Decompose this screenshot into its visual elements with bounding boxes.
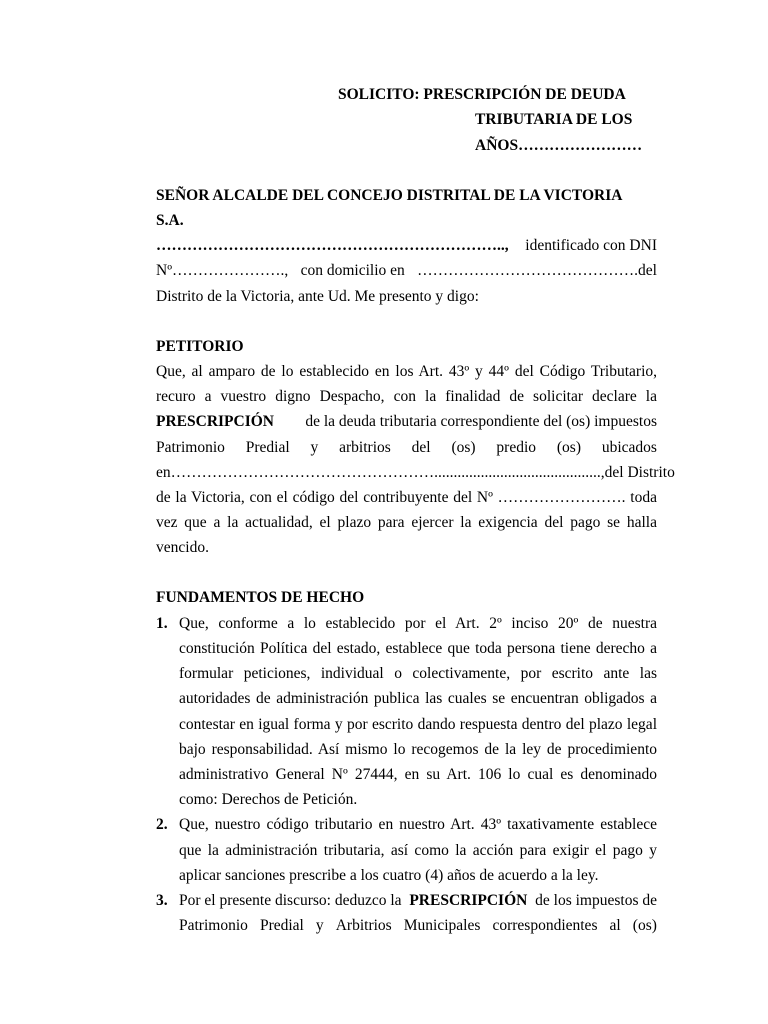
intro-line-2 (156, 262, 657, 280)
petitorio-line-5 (156, 464, 675, 482)
word: correspondientes (492, 917, 598, 934)
word: Patrimonio (179, 917, 248, 934)
word: al (609, 917, 621, 934)
petitorio-line-3 (156, 413, 657, 431)
item-1-line: administrativo General Nº 27444, en su Art. 106 lo cual es denominado (179, 766, 657, 783)
word: Predial (245, 439, 290, 456)
dni-blank: Nº…………………., (156, 262, 289, 279)
item-1-line: como: Derechos de Petición. (179, 791, 358, 808)
word: (os) (451, 439, 476, 456)
item-3-line-1-a: Por el presente discurso: deduzco la (179, 892, 402, 909)
item-2-line: aplicar sanciones prescribe a los cuatro (4) años de acuerdo a la ley. (179, 867, 599, 884)
word: (os) (632, 917, 657, 934)
item-3-line-2 (179, 917, 657, 935)
item-2-line: Que, nuestro código tributario en nuestro Art. 43º taxativamente establece (179, 816, 657, 833)
word: y (315, 917, 324, 934)
solicito-line-1: SOLICITO: PRESCRIPCIÓN DE DEUDA (338, 86, 626, 103)
petitorio-line-3-rest: de la deuda tributaria correspondiente del (os) impuestos (305, 413, 657, 430)
petitorio-line-1: Que, al amparo de lo establecido en los Art. 43º y 44º del Código Tributario, (156, 363, 657, 380)
item-1-line: autoridades de administración publica las cuales se encuentran obligados a (179, 690, 657, 707)
item-3-line-1-b: de los impuestos de (535, 892, 657, 909)
prescripcion-bold: PRESCRIPCIÓN (156, 413, 274, 430)
intro-domicile: con domicilio en (300, 262, 405, 279)
petitorio-line-8: vencido. (156, 539, 209, 556)
domicile-blank: …………………………………….del (417, 262, 657, 279)
word: ubicados (601, 439, 657, 456)
item-2-number: 2. (156, 816, 168, 833)
item-1-line: formular peticiones, individual o colectivamente, por escrito ante las (179, 665, 657, 682)
word: Patrimonio (156, 439, 225, 456)
name-blank: ………………………………………………………….., (156, 237, 509, 254)
item-1-line: constitución Política del estado, establece que toda persona tiene derecho a (179, 640, 657, 657)
word: Municipales (403, 917, 481, 934)
location-blank: en……………………………………………..........................................., (156, 464, 605, 481)
item-1-line: contestar en igual forma y por escrito dando respuesta dentro del plazo legal (179, 716, 657, 733)
item-1-line: Que, conforme a lo establecido por el Art. 2º inciso 20º de nuestra (179, 615, 657, 632)
item-3-line-1 (179, 892, 657, 910)
prescripcion-bold: PRESCRIPCIÓN (409, 892, 528, 909)
solicito-line-2: TRIBUTARIA DE LOS (475, 111, 633, 128)
item-3-number: 3. (156, 892, 168, 909)
item-1-number: 1. (156, 615, 168, 632)
word: y (310, 439, 319, 456)
word: Predial (259, 917, 304, 934)
intro-line-3: Distrito de la Victoria, ante Ud. Me presento y digo: (156, 288, 479, 305)
addressee-line-1: SEÑOR ALCALDE DEL CONCEJO DISTRITAL DE LA VICTORIA (156, 187, 623, 204)
item-1-line: bajo responsabilidad. Así mismo lo recogemos de la ley de procedimiento (179, 741, 657, 758)
addressee-line-2: S.A. (156, 212, 184, 229)
word: del (411, 439, 431, 456)
petitorio-line-6: de la Victoria, con el código del contribuyente del Nº ……………………. toda (156, 489, 657, 506)
word: predio (496, 439, 537, 456)
petitorio-heading: PETITORIO (156, 338, 244, 355)
intro-identified: identificado con DNI (525, 237, 657, 254)
intro-line-1 (156, 237, 657, 255)
petitorio-line-4 (156, 439, 657, 457)
word: Arbitrios (335, 917, 392, 934)
solicito-line-3: AÑOS…………………… (475, 137, 643, 154)
fundamentos-heading: FUNDAMENTOS DE HECHO (156, 589, 365, 606)
word: (os) (556, 439, 581, 456)
item-2-line: que la administración tributaria, así como la acción para exigir el pago y (179, 842, 657, 859)
petitorio-line-7: vez que a la actualidad, el plazo para ejercer la exigencia del pago se halla (156, 514, 657, 531)
word: arbitrios (339, 439, 391, 456)
petitorio-line-5-rest: del Distrito (604, 464, 675, 481)
petitorio-line-2: recuro a vuestro digno Despacho, con la finalidad de solicitar declare la (156, 388, 657, 405)
